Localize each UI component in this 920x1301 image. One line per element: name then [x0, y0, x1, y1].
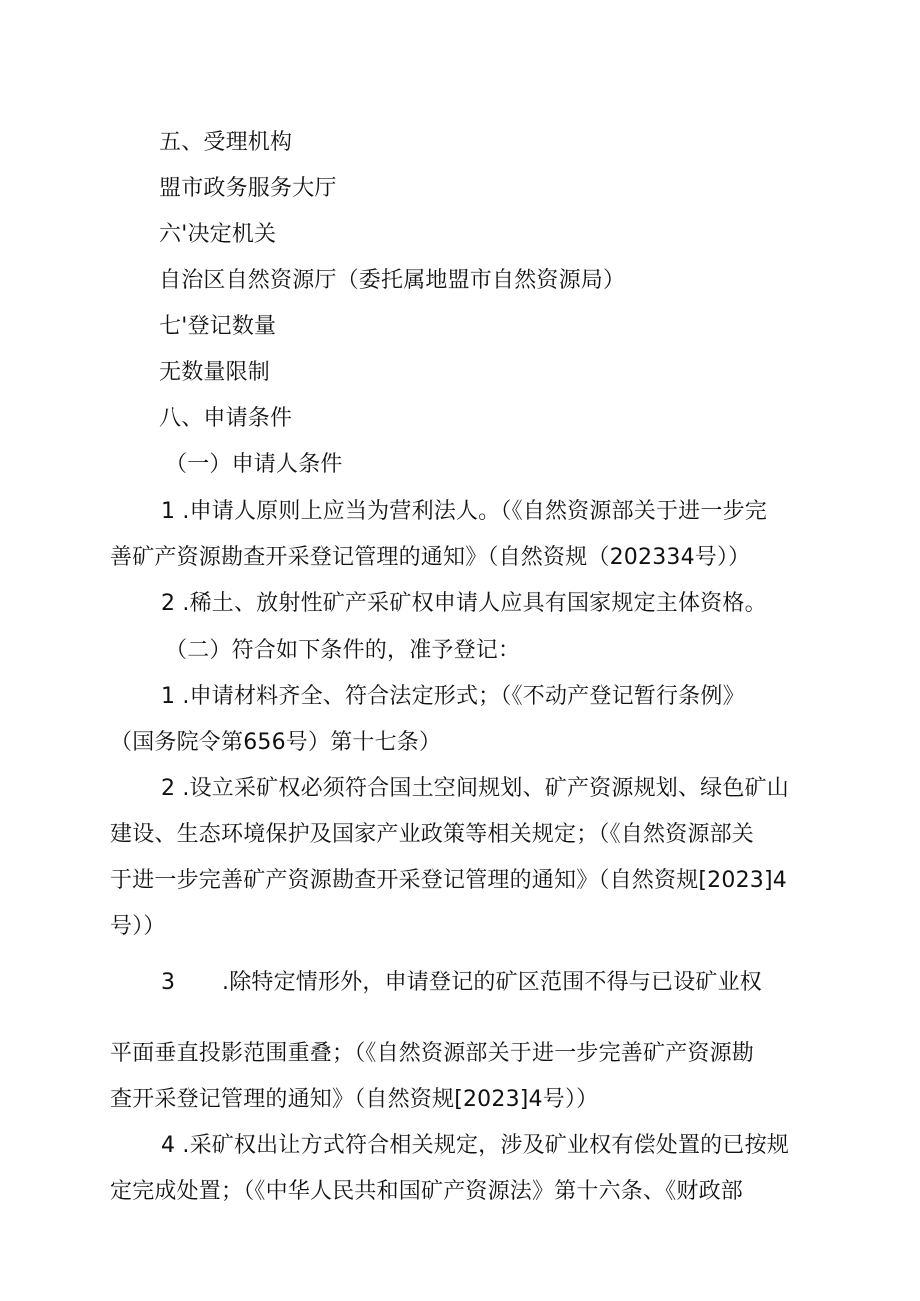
list-number: 3: [161, 970, 176, 995]
paragraph-line: 2 .稀土、放射性矿产采矿权申请人应具有国家规定主体资格。: [161, 591, 767, 616]
paragraph-line: 1 .申请材料齐全、符合法定形式；（《不动产登记暂行条例》: [161, 684, 745, 709]
paragraph-line: 善矿产资源勘查开采登记管理的通知》（自然资规（202334号））: [110, 545, 751, 570]
paragraph-line: 定完成处置；（《中华人民共和国矿产资源法》第十六条、《财政部: [110, 1179, 744, 1204]
section-heading: 五、受理机构: [159, 130, 293, 155]
section-heading: 七'登记数量: [159, 314, 277, 339]
paragraph-line: .除特定情形外，申请登记的矿区范围不得与已设矿业权: [222, 970, 762, 995]
section-heading: 八、申请条件: [159, 406, 293, 431]
paragraph-line: 于进一步完善矿产资源勘查开采登记管理的通知》（自然资规[2023]4: [110, 868, 787, 893]
paragraph-line: 盟市政务服务大厅: [159, 176, 337, 201]
section-heading: 六'决定机关: [159, 222, 277, 247]
paragraph-line: 无数量限制: [159, 360, 271, 385]
paragraph-line: 自治区自然资源厅（委托属地盟市自然资源局）: [159, 268, 626, 293]
subsection-heading: （二）符合如下条件的，准予登记：: [165, 638, 521, 663]
paragraph-line: （国务院令第656号）第十七条）: [110, 730, 442, 755]
subsection-heading: （一）申请人条件: [165, 452, 343, 477]
paragraph-line: 平面垂直投影范围重叠；（《自然资源部关于进一步完善矿产资源勘: [110, 1041, 755, 1066]
paragraph-line: 2 .设立采矿权必须符合国土空间规划、矿产资源规划、绿色矿山: [161, 776, 789, 801]
paragraph-line: 1 .申请人原则上应当为营利法人。（《自然资源部关于进一步完: [161, 499, 767, 524]
paragraph-line: 查开采登记管理的通知》（自然资规[2023]4号））: [110, 1087, 599, 1112]
paragraph-line: 建设、生态环境保护及国家产业政策等相关规定；（《自然资源部关: [110, 822, 755, 847]
paragraph-line: 4 .采矿权出让方式符合相关规定，涉及矿业权有偿处置的已按规: [161, 1133, 789, 1158]
paragraph-line: 号））: [110, 914, 166, 939]
